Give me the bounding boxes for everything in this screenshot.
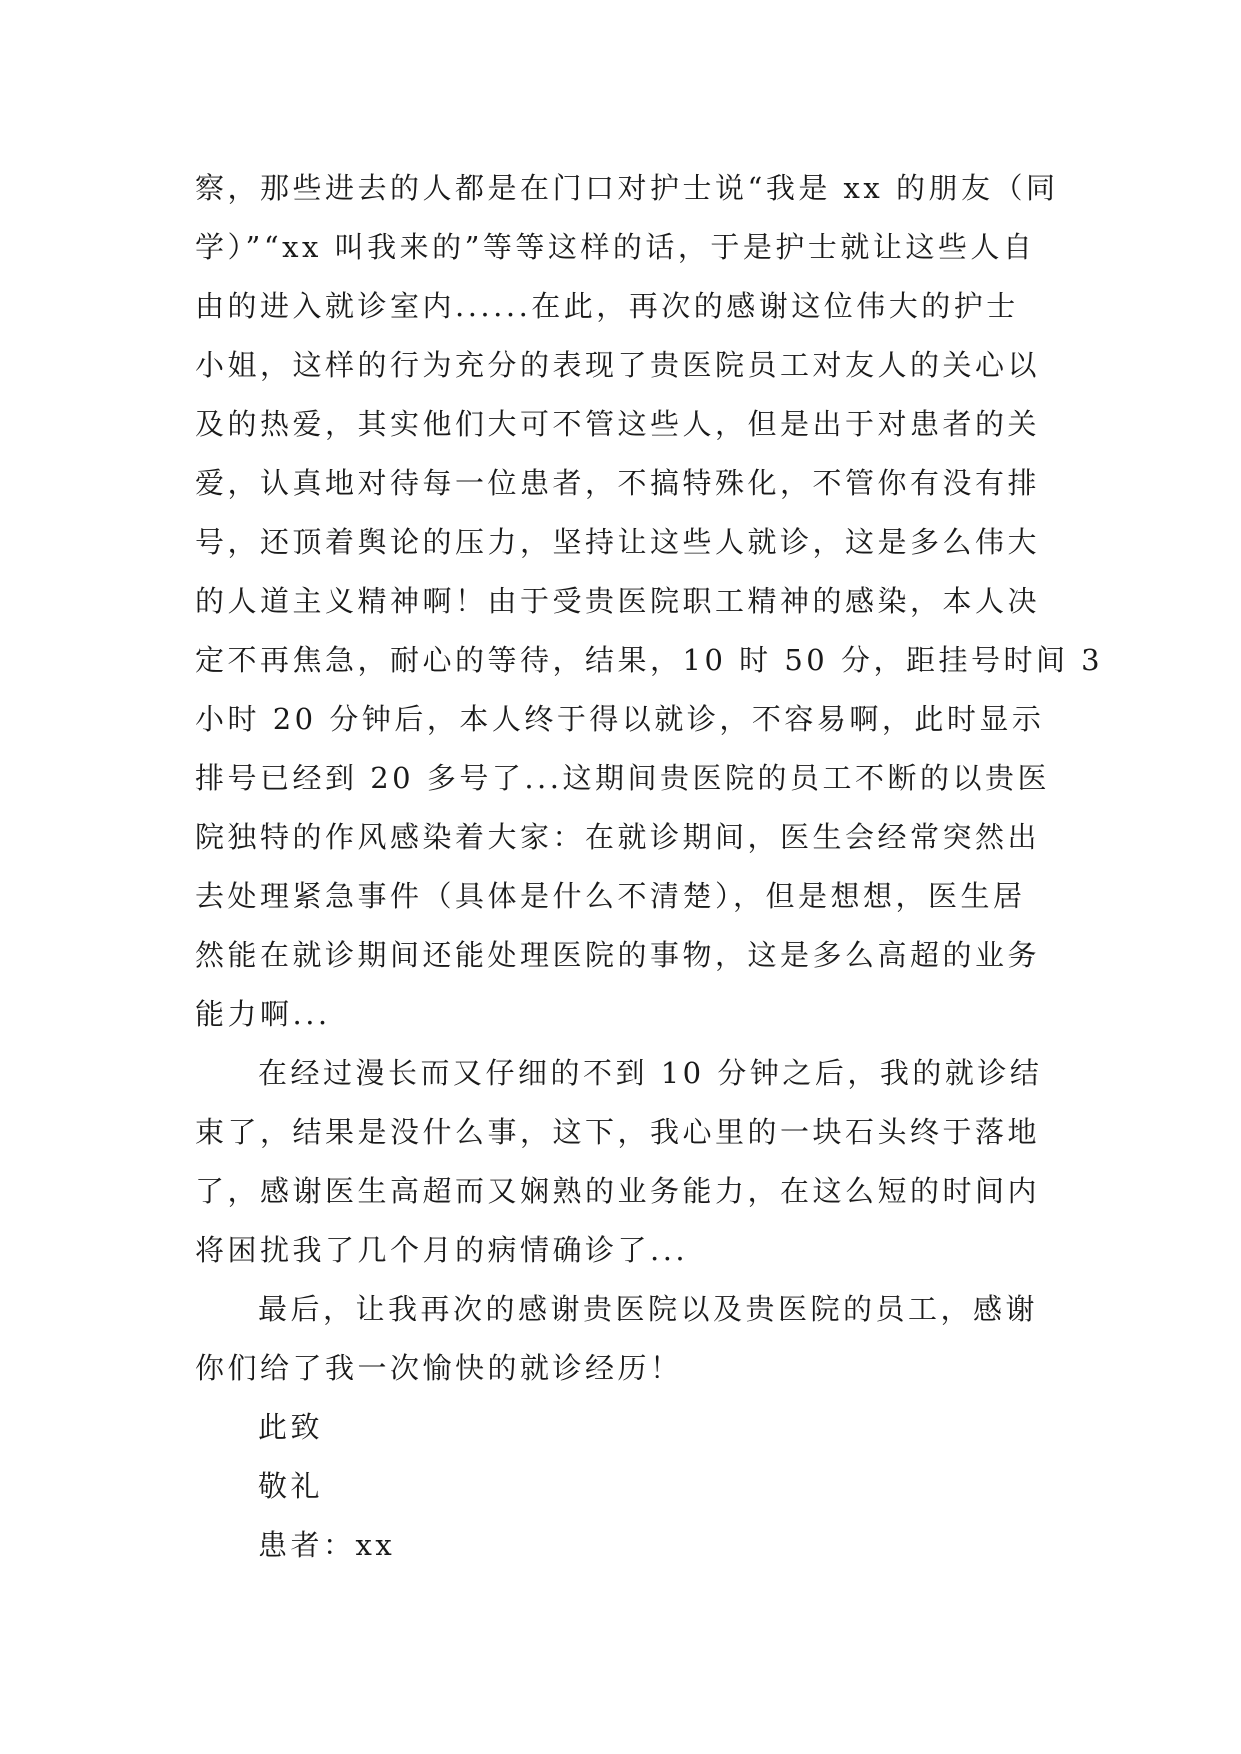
text-line: 察，那些进去的人都是在门口对护士说“我是 xx 的朋友（同 (195, 171, 1059, 205)
text-line: 的人道主义精神啊！由于受贵医院职工精神的感染，本人决 (195, 584, 1041, 618)
paragraph-start-line: 最后，让我再次的感谢贵医院以及贵医院的员工，感谢 (258, 1292, 1039, 1326)
text-line: 束了，结果是没什么事，这下，我心里的一块石头终于落地 (195, 1115, 1041, 1149)
text-line: 院独特的作风感染着大家：在就诊期间，医生会经常突然出 (195, 820, 1041, 854)
text-line: 爱，认真地对待每一位患者，不搞特殊化，不管你有没有排 (195, 466, 1041, 500)
closing-regards: 敬礼 (258, 1469, 324, 1503)
text-line: 去处理紧急事件（具体是什么不清楚），但是想想，医生居 (195, 879, 1026, 913)
closing-salutation: 此致 (258, 1410, 324, 1444)
text-line: 排号已经到 20 多号了...这期间贵医院的员工不断的以贵医 (195, 761, 1050, 795)
text-line: 由的进入就诊室内......在此，再次的感谢这位伟大的护士 (195, 289, 1019, 323)
paragraph-start-line: 在经过漫长而又仔细的不到 10 分钟之后，我的就诊结 (258, 1056, 1043, 1090)
text-line: 及的热爱，其实他们大可不管这些人，但是出于对患者的关 (195, 407, 1041, 441)
text-line: 小时 20 分钟后，本人终于得以就诊，不容易啊，此时显示 (195, 702, 1045, 736)
text-line: 小姐，这样的行为充分的表现了贵医院员工对友人的关心以 (195, 348, 1041, 382)
text-line: 将困扰我了几个月的病情确诊了... (195, 1233, 689, 1267)
text-line: 学）”“xx 叫我来的”等等这样的话，于是护士就让这些人自 (195, 230, 1036, 264)
text-line: 然能在就诊期间还能处理医院的事物，这是多么高超的业务 (195, 938, 1041, 972)
signature-line: 患者：xx (258, 1528, 396, 1562)
text-line: 了，感谢医生高超而又娴熟的业务能力，在这么短的时间内 (195, 1174, 1041, 1208)
text-line: 能力啊... (195, 997, 331, 1031)
text-line: 号，还顶着舆论的压力，坚持让这些人就诊，这是多么伟大 (195, 525, 1041, 559)
text-line: 你们给了我一次愉快的就诊经历！ (195, 1351, 683, 1385)
text-line: 定不再焦急，耐心的等待，结果，10 时 50 分，距挂号时间 3 (195, 643, 1104, 677)
